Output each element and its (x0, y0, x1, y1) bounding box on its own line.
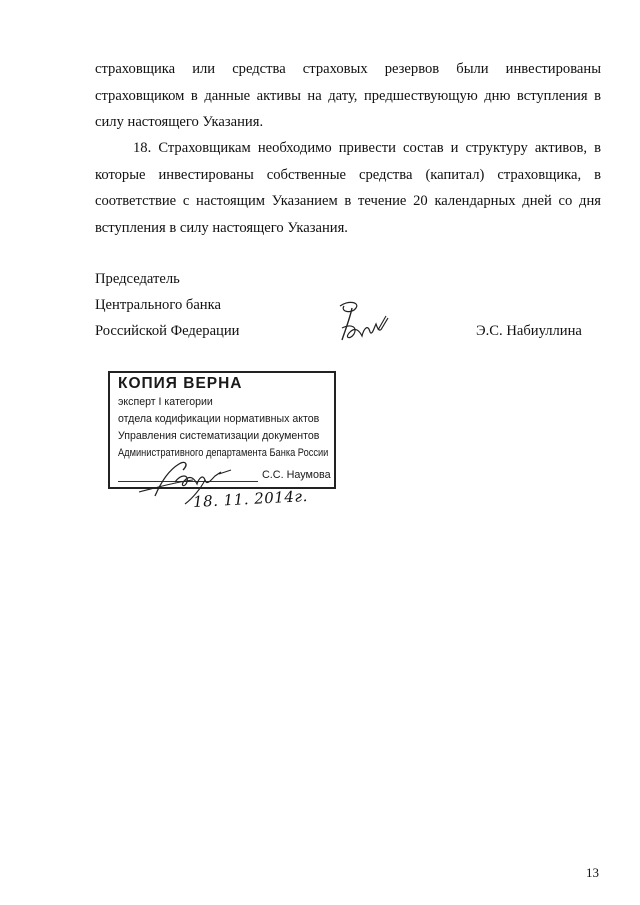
signatory-name: Э.С. Набиуллина (476, 323, 582, 339)
position-line: Центрального банка (95, 297, 221, 313)
stamp-title: КОПИЯ ВЕРНА (118, 375, 243, 392)
paragraph-2 (95, 135, 601, 241)
signatory-position (95, 266, 240, 344)
text-line: 18. Страховщикам необходимо привести состав и структуру активов, в (133, 140, 601, 156)
handwritten-signature (330, 298, 400, 344)
paragraph-1 (95, 56, 601, 136)
stamp-name: С.С. Наумова (262, 469, 331, 481)
text-line: вступления в силу настоящего Указания. (95, 219, 348, 236)
stamp-line: отдела кодификации нормативных актов (118, 413, 320, 425)
page-number: 13 (586, 865, 599, 880)
stamp-line: Административного департамента Банка России (118, 447, 329, 459)
stamp-line: Управления систематизации документов (118, 430, 320, 442)
position-line: Российской Федерации (95, 323, 240, 339)
text-line: которые инвестированы собственные средства (капитал) страховщика, в (95, 166, 601, 183)
text-line: страховщиком в данные активы на дату, предшествующую дню вступления в (95, 87, 601, 104)
stamp-line: эксперт I категории (118, 396, 213, 408)
handwritten-date: 18. 11. 2014г. (192, 487, 309, 511)
text-line: силу настоящего Указания. (95, 114, 264, 130)
text-line: соответствие с настоящим Указанием в течение 20 календарных дней со дня (95, 193, 601, 209)
position-line: Председатель (95, 271, 180, 287)
text-line: страховщика или средства страховых резервов были инвестированы (95, 61, 601, 77)
